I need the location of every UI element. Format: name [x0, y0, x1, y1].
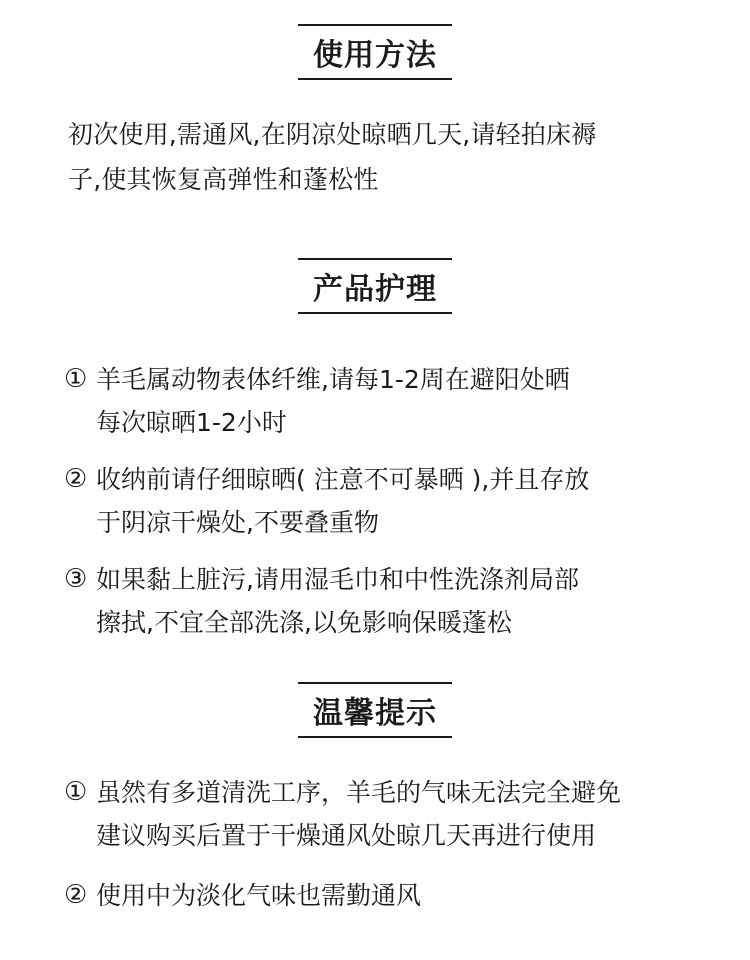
item-line: 于阴凉干燥处,不要叠重物 — [96, 508, 379, 537]
item-number: ① — [64, 364, 88, 394]
item-line: 如果黏上脏污,请用湿毛巾和中性洗涤剂局部 — [96, 565, 579, 594]
item-line: 擦拭,不宜全部洗涤,以免影响保暖蓬松 — [96, 608, 512, 637]
item-line: 羊毛属动物表体纤维,请每1-2周在避阳处晒 — [96, 365, 570, 394]
care-item-3 — [64, 558, 724, 644]
usage-line-1: 初次使用,需通风,在阴凉处晾晒几天,请轻拍床褥 — [68, 120, 597, 149]
item-line: 每次晾晒1-2小时 — [96, 408, 287, 437]
item-number: ② — [64, 880, 88, 910]
item-number: ③ — [64, 564, 88, 594]
section-title-tips: 温馨提示 — [298, 682, 452, 738]
tips-item-2 — [64, 874, 724, 917]
item-line: 使用中为淡化气味也需勤通风 — [96, 881, 422, 910]
item-line: 虽然有多道清洗工序，羊毛的气味无法完全避免 — [96, 778, 622, 807]
item-line: 建议购买后置于干燥通风处晾几天再进行使用 — [96, 821, 597, 850]
item-number: ① — [64, 777, 88, 807]
care-item-1 — [64, 358, 724, 444]
section-title-usage: 使用方法 — [298, 24, 452, 80]
section-title-care: 产品护理 — [298, 258, 452, 314]
usage-paragraph — [68, 112, 708, 202]
tips-item-1 — [64, 771, 724, 857]
care-item-2 — [64, 458, 724, 544]
usage-line-2: 子,使其恢复高弹性和蓬松性 — [68, 165, 379, 194]
item-line: 收纳前请仔细晾晒( 注意不可暴晒 ),并且存放 — [96, 465, 590, 494]
item-number: ② — [64, 464, 88, 494]
